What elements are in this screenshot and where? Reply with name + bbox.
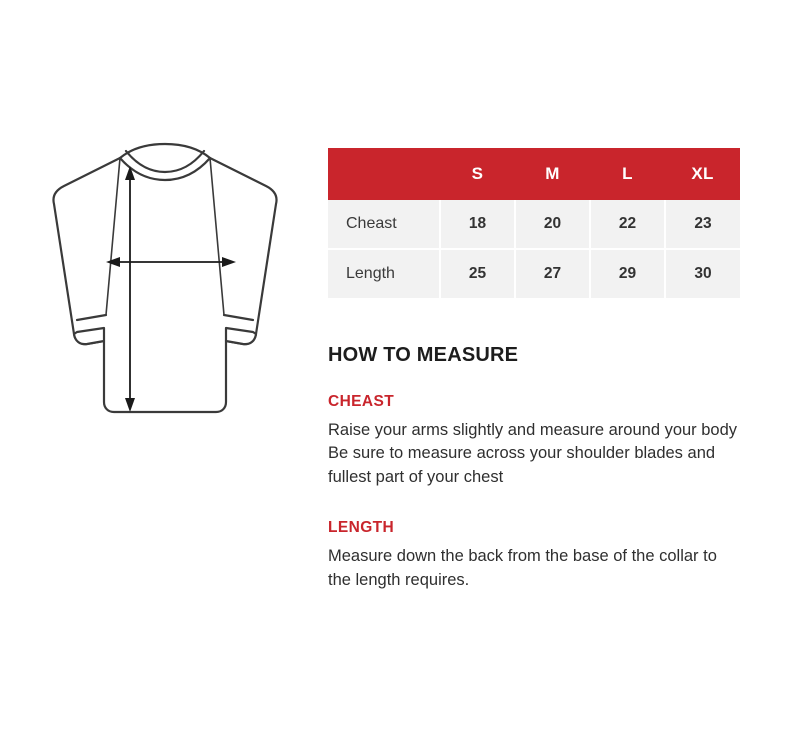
size-column-header-s: S [440,148,515,200]
length-value-l: 29 [590,249,665,298]
row-label-length: Length [328,249,440,298]
long-sleeve-shirt-diagram [20,120,310,450]
size-table-header-row [328,148,740,200]
size-table-head [328,148,740,200]
length-value-m: 27 [515,249,590,298]
size-column-header-l: L [590,148,665,200]
size-info-column [328,148,740,592]
cheast-value-s: 18 [440,200,515,249]
measure-section-cheast [328,393,740,489]
table-row [328,249,740,298]
size-column-header-m: M [515,148,590,200]
measure-section-length [328,519,740,592]
measure-heading-length: LENGTH [328,519,395,537]
size-table-corner-cell [328,148,440,200]
table-row [328,200,740,249]
garment-illustration [20,120,310,450]
cheast-value-m: 20 [515,200,590,249]
row-label-cheast: Cheast [328,200,440,249]
size-table-body [328,200,740,298]
size-table [328,148,740,298]
cheast-value-xl: 23 [665,200,740,249]
measure-heading-cheast: CHEAST [328,393,395,410]
how-to-measure-title: HOW TO MEASURE [328,344,519,366]
length-value-xl: 30 [665,249,740,298]
cheast-value-l: 22 [590,200,665,249]
measure-text-length: Measure down the back from the base of the collar to the length requires. [328,547,717,589]
measure-text-cheast: Raise your arms slightly and measure around your body Be sure to measure across your shoulder blades and fullest part of your chest [328,421,738,486]
length-value-s: 25 [440,249,515,298]
size-column-header-xl: XL [665,148,740,200]
